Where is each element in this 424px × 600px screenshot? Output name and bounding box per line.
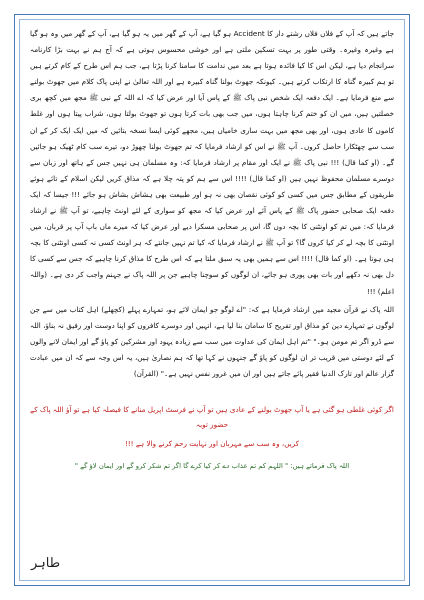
page-frame (14, 14, 410, 586)
page-inner-border (19, 19, 405, 581)
closing-line-1: اگر کوئی غلطی ہو گئی ہے یا آپ جھوٹ بولنے کے عادی ہیں تو آپ نے فرسٹ اپریل منانے کا فیصلہ کیا ہے تو آؤ اللہ پاک کے حضور توبہ (30, 405, 394, 430)
hadith-line: اللہ پاک فرماتے ہیں: " اللہم کم تم عذاب دے کر کیا کرے گا اگر تم شکر کرو گے اور ایمان لاؤ گے " (74, 462, 350, 471)
body-paragraph-1: جاتے ہیں کہ آپ کے فلاں فلاں رشتے دار کا Accident ہو گیا ہے، آپ کے گھر میں یہ ہو گیا ہے، آپ کے گھر میں وہ ہو گیا ہے وغیرہ وغیرہ۔ وقتی طور پر بہت تسکین ملتی ہے اور خوشی محسوس ہوتی ہے کہ آج ہم نے بہت بڑا کارنامہ سرانجام دیا ہے، لیکن اس کا کیا فائدہ ہوتا ہے بعد میں ندامت کا سامنا کرنا پڑتا ہے، جب ہم اس طرح کے کام کرتے ہیں تو ہم کبیرہ گناہ کا ارتکاب کرتے ہیں۔ کیونکہ جھوٹ بولنا گناہ کبیرہ ہے اور اللہ تعالیٰ نے اپنی پاک کلام میں جھوٹ بولنے سے منع فرمایا ہے۔ ایک دفعہ ایک شخص نبی پاک ﷺ کے پاس آیا اور عرض کیا کہ اے اللہ کے نبی ﷺ مجھ میں کچھ بری خصلتیں ہیں، میں ان کو ختم کرنا چاہتا ہوں، میں جب بھی بات کرتا ہوں تو جھوٹ بولتا ہوں، شراب پیتا ہوں اور غلط کاموں کا عادی ہوں، اور بھی مجھ میں بہت ساری خامیاں ہیں، مجھے کوئی ایسا نسخہ بتائیں کہ میں ایک ایک کر کے ان سب سے چھٹکارا حاصل کروں۔ آپ ﷺ نے اس کو ارشاد فرمایا کہ تم جھوٹ بولنا چھوڑ دو، تیرے سب کام ٹھیک ہو جائیں گے۔ (او کما قال) !!! نبی پاک ﷺ نے ایک اور مقام پر ارشاد فرمایا کہ: وہ مسلمان ہی نہیں جس کے ہاتھ اور زبان سے دوسرے مسلمان محفوظ نہیں ہیں (او کما قال) !!!! اس سے ہم کو پتہ چلا ہے کہ مذاق کریں لیکن اسلام کے تائے ہوئے طریقوں کے مطابق جس میں کسی کو کوئی نقصان بھی نہ ہو اور طبیعت بھی ہشاش بشاش ہو جائے !!! جیسا کہ ایک دفعہ ایک صحابی حضور پاک ﷺ کے پاس آئے اور عرض کیا کہ مجھ کو سواری کے لئے اونٹ چاہیے، تو آپ ﷺ نے ارشاد فرمایا کہ: میں تم کو اونٹنی کا بچہ دوں گا، اس پر صحابی مسکرا دیے اور عرض کیا کہ میرے ماں باپ آپ پر قربان، میں اونٹنی کا بچہ لے کر کیا کروں گا؟ تو آپ ﷺ نے ارشاد فرمایا کہ کیا تم نہیں جانتے کہ ہر اونٹ کسی نہ کسی اونٹنی کا بچہ ہی ہوتا ہے۔ (او کما قال) !!!! اس سے ہمیں بھی یہ سبق ملتا ہے کہ اس طرح کا مذاق کرنا چاہیے کہ جس سے کسی کا دل بھی نہ دکھے اور بات بھی پوری ہو جائے، ان لوگوں کو سوچنا چاہیے جن پر اللہ پاک نے جہنم واجب کر دی ہے۔ (واللہ اعلم) !!! (30, 29, 395, 296)
body-paragraph-2: اللہ پاک نے قرآن مجید میں ارشاد فرمایا ہے کہ: "اے لوگو جو ایمان لائے ہو، تمہارے پہلے (کچھلے) اہل کتاب میں سے جن لوگوں نے تمہارے دین کو مذاق اور تفریح کا سامان بنا لیا ہے، انہیں اور دوسرے کافروں کو اپنا دوست اور رفیق نہ بناؤ، اللہ سے ڈرو اگر تم مومن ہو۔" "تم اہل ایمان کی عداوت میں سب سے زیادہ یہود اور مشرکین کو پاؤ گے اور ایمان لانے والوں کے لئے دوستی میں قریب تر ان لوگوں کو پاؤ گے جنہوں نے کہا تھا کہ ہم نصاریٰ ہیں، یہ اس وجہ سے کہ ان میں عبادت گزار عالم اور تارک الدنیا فقیر پائے جاتے ہیں اور ان میں غرور نفس نہیں ہے۔" (القرآن) (30, 304, 394, 378)
author-signature: طاہر (31, 556, 61, 571)
closing-line-2: کریں، وہ سب سے مہربان اور نہایت رحم کرنے والا ہے !!! (124, 439, 300, 449)
